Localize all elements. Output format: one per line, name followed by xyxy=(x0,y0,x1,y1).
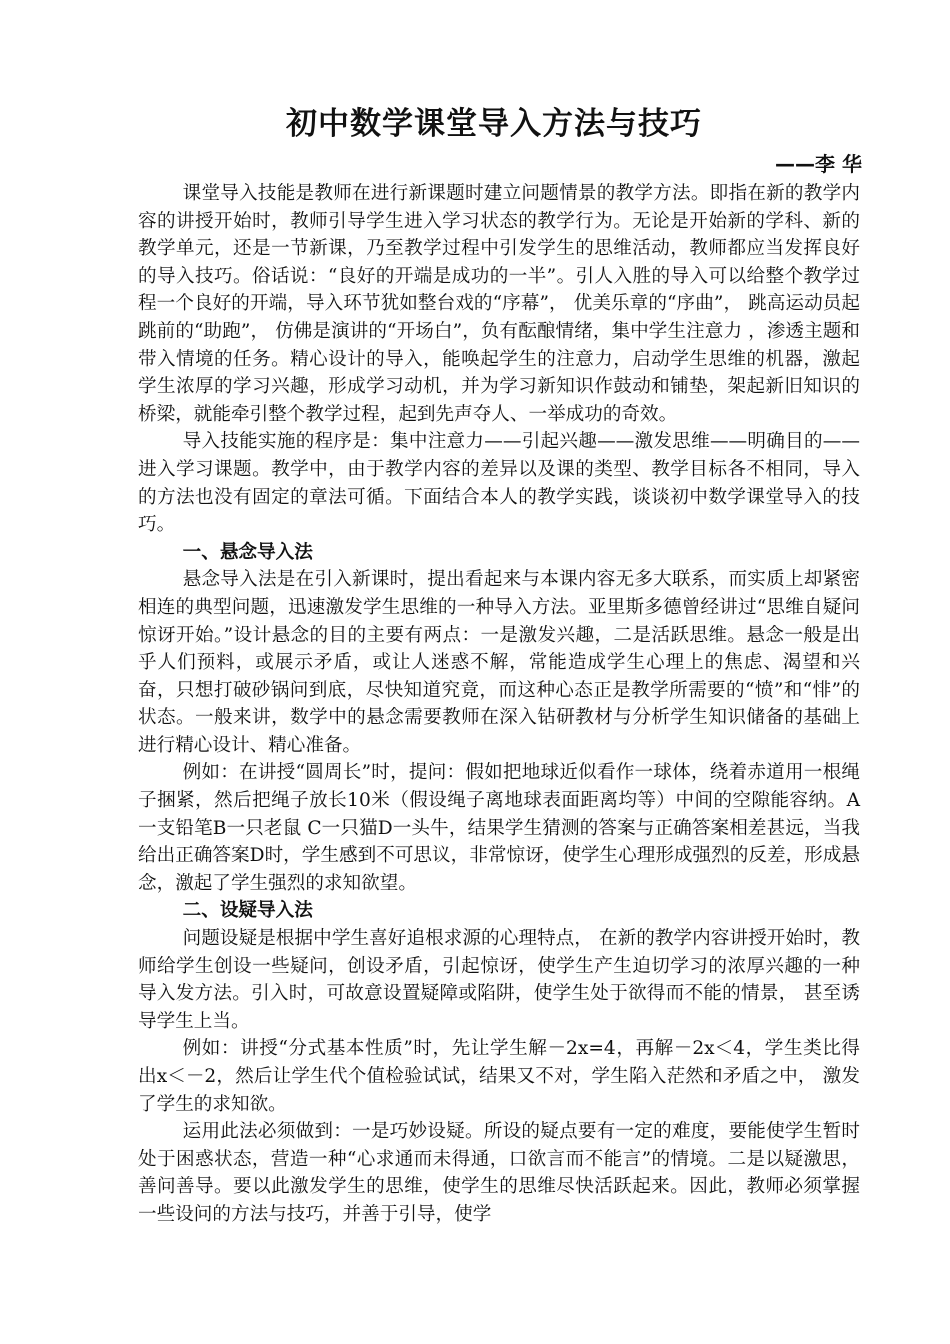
paragraph: 导入技能实施的程序是：集中注意力——引起兴趣——激发思维——明确目的——进入学习课题。教学中，由于教学内容的差异以及课的类型、教学目标各不相同，导入的方法也没有固定的章法可循。下面结合本人的教学实践，谈谈初中数学课堂导入的技巧。 xyxy=(138,431,860,536)
paragraph: 运用此法必须做到：一是巧妙设疑。所设的疑点要有一定的难度，要能使学生暂时处于困惑状态，营造一种“心求通而未得通，口欲言而不能言”的情境。二是以疑激思，善问善导。要以此激发学生的思维，使学生的思维尽快活跃起来。因此，教师必须掌握一些设问的方法与技巧，并善于引导，使学 xyxy=(138,1121,860,1225)
paragraph: 悬念导入法是在引入新课时，提出看起来与本课内容无多大联系，而实质上却紧密相连的典型问题，迅速激发学生思维的一种导入方法。亚里斯多德曾经讲过“思维自疑问惊讶开始。”设计悬念的目的主要有两点：一是激发兴趣，二是活跃思维。悬念一般是出乎人们预料，或展示矛盾，或让人迷惑不解，常能造成学生心理上的焦虑、渴望和兴奋，只想打破砂锅问到底，尽快知道究竟，而这种心态正是教学所需要的“愤”和“悱”的状态。一般来讲，数学中的悬念需要教师在深入钻研教材与分析学生知识储备的基础上进行精心设计、精心准备。 xyxy=(138,569,860,756)
paragraph: 例如：讲授“分式基本性质”时，先让学生解－2x=4，再解－2x＜4，学生类比得出x＜－2，然后让学生代个值检验试试，结果又不对，学生陷入茫然和矛盾之中， 激发了学生的求知欲。 xyxy=(138,1038,860,1115)
document-body xyxy=(138,180,860,1229)
author-line: ——李 华 xyxy=(775,152,862,176)
section-heading: 一、悬念导入法 xyxy=(182,541,313,563)
paragraph: 课堂导入技能是教师在进行新课题时建立问题情景的教学方法。即指在新的教学内容的讲授开始时，教师引导学生进入学习状态的教学行为。无论是开始新的学科、新的教学单元，还是一节新课，乃至教学过程中引发学生的思维活动，教师都应当发挥良好的导入技巧。俗话说：“良好的开端是成功的一半”。引人入胜的导入可以给整个教学过程一个良好的开端，导入环节犹如整台戏的“序幕”， 优美乐章的“序曲”， 跳高运动员起跳前的“助跑”， 仿佛是演讲的“开场白”，负有酝酿情绪，集中学生注意力 ，渗透主题和带入情境的任务。精心设计的导入，能唤起学生的注意力，启动学生思维的机器，激起学生浓厚的学习兴趣，形成学习动机，并为学习新知识作鼓动和铺垫，架起新旧知识的桥梁，就能牵引整个教学过程，起到先声夺人、一举成功的奇效。 xyxy=(138,183,860,425)
paragraph: 问题设疑是根据中学生喜好追根求源的心理特点， 在新的教学内容讲授开始时，教师给学生创设一些疑问，创设矛盾，引起惊讶，使学生产生迫切学习的浓厚兴趣的一种导入发方法。引入时，可故意设置疑障或陷阱，使学生处于欲得而不能的情景， 甚至诱导学生上当。 xyxy=(138,928,860,1032)
section-heading: 二、设疑导入法 xyxy=(182,900,313,922)
document-title: 初中数学课堂导入方法与技巧 xyxy=(286,106,702,142)
paragraph: 例如：在讲授“圆周长”时，提问：假如把地球近似看作一球体，绕着赤道用一根绳子捆紧，然后把绳子放长10米（假设绳子离地球表面距离均等）中间的空隙能容纳。A一支铅笔B一只老鼠 C一只猫D一头牛，结果学生猜测的答案与正确答案相差甚远，当我给出正确答案D时，学生感到不可思议，非常惊讶，使学生心理形成强烈的反差，形成悬念，激起了学生强烈的求知欲望。 xyxy=(138,762,860,894)
